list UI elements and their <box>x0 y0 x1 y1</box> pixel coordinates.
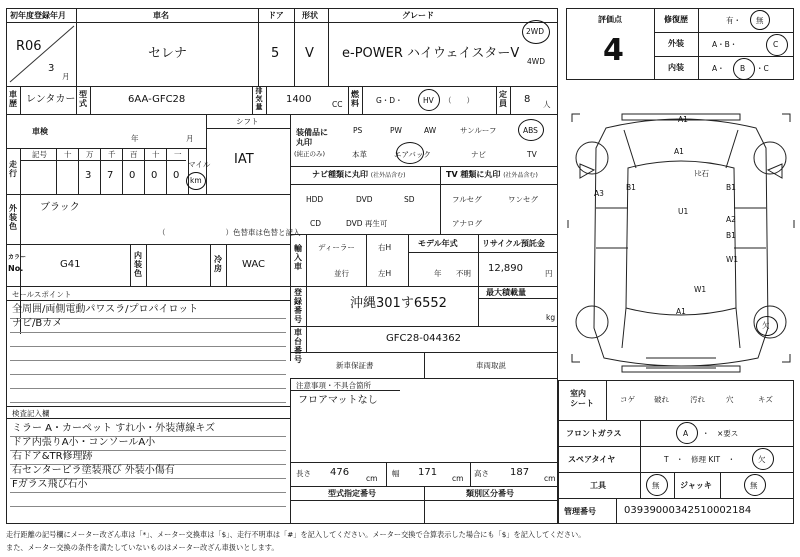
height-cm: cm <box>544 474 556 483</box>
import-right-h: 右H <box>378 243 392 252</box>
import-parallel: 並行 <box>334 269 349 278</box>
inspect-line: Fガラス飛び石小 <box>12 479 88 490</box>
width-value: 171 <box>418 467 438 478</box>
mileage-code-label: 記号 <box>32 150 47 159</box>
tv-fullseg: フルセグ <box>452 195 482 204</box>
mark-stone-chip: ﾄﾋ石 <box>694 169 709 178</box>
footer-line2: また、メーター交換の条件を満たしていないものはメーター改ざん車扱いとします。 <box>6 543 279 552</box>
notice-label: 注意事項・不具合箇所 <box>296 381 371 390</box>
glass-label: フロントガラス <box>566 429 622 438</box>
width-label: 幅 <box>392 469 400 478</box>
mileage-unit-label: 百 <box>130 150 138 159</box>
aircon-label: 冷房 <box>214 255 222 273</box>
spare-t: T <box>664 455 669 464</box>
class-number-label: 類別区分番号 <box>466 489 514 498</box>
equip-aw: AW <box>424 126 437 135</box>
import-label: 輸入車 <box>294 244 302 271</box>
cc-unit: CC <box>332 100 343 109</box>
inspection-label: 車検 <box>32 127 48 136</box>
mileage-digit: 0 <box>173 170 180 181</box>
mark-b1-right-rear: B1 <box>726 231 736 240</box>
mileage-unit-label: 十 <box>152 150 160 159</box>
interior-label: 内装 <box>668 63 684 72</box>
equip-leather: 本革 <box>352 150 367 159</box>
mileage-unit-label: 千 <box>108 150 116 159</box>
chassis-value: GFC28-044362 <box>386 333 461 344</box>
repair-yes: 有・ <box>726 16 741 25</box>
grade-label: グレード <box>402 11 434 20</box>
model-year-unknown: 不明 <box>456 269 471 278</box>
navi-cd: CD <box>310 219 322 228</box>
navi-dvd: DVD <box>356 195 373 204</box>
sales-point-label: セールスポイント <box>12 290 72 299</box>
mile-label: マイル <box>188 160 211 169</box>
fuel-label: 燃料 <box>351 90 359 108</box>
displacement-value: 1400 <box>286 94 312 105</box>
mileage-label: 走行 <box>9 160 17 178</box>
interior-sel: B <box>740 64 746 73</box>
mileage-unit-label: 万 <box>86 150 94 159</box>
equip-navi: ナビ <box>471 150 486 159</box>
equip-tv: TV <box>527 150 537 159</box>
score-value: 4 <box>603 33 624 68</box>
mileage-digit: 0 <box>129 170 136 181</box>
door-value: 5 <box>271 46 280 61</box>
registration-label: 登録番号 <box>294 288 302 324</box>
capacity-unit: 人 <box>543 100 551 109</box>
mgmt-label: 管理番号 <box>564 507 596 516</box>
model-year-unit: 年 <box>434 269 442 278</box>
mileage-digit: 0 <box>151 170 158 181</box>
height-label: 高さ <box>474 469 489 478</box>
equip-abs: ABS <box>523 126 538 135</box>
usage-label: 車歴 <box>9 90 17 108</box>
inspect-line: ミラー A・カーペット すれ小・外装薄線キズ <box>12 423 215 434</box>
equip-pw: PW <box>390 126 402 135</box>
glass-rest: ・ ×要ス <box>702 429 739 438</box>
type-approval-label: 型式指定番号 <box>328 489 376 498</box>
mileage-unit-label: 十 <box>64 150 72 159</box>
footer-line1: 走行距離の記号欄にメーター改ざん車は「*」、メーター交換車は「$」、走行不明車は「#」を記入してください。メーター交換で合算表示した場合にも「$」を記入してください。 <box>6 530 586 539</box>
fuel-selected: HV <box>423 96 434 105</box>
mark-a1-front: A1 <box>678 115 688 124</box>
tv-type-label: TV 種類に丸印 (社外品含む) <box>446 170 538 179</box>
tv-analog: アナログ <box>452 219 482 228</box>
jack-label: ジャッキ <box>680 481 712 490</box>
color-code-value: G41 <box>60 259 81 270</box>
displacement-label: 排気量 <box>255 87 263 111</box>
warranty-label: 新車保証書 <box>336 361 374 370</box>
shift-label: シフト <box>236 117 259 126</box>
length-value: 476 <box>330 467 350 478</box>
repair-no: 無 <box>756 16 764 25</box>
car-name-label: 車名 <box>153 11 169 20</box>
mgmt-value: 03939000342510002184 <box>624 505 752 516</box>
length-label: 長さ <box>296 469 311 478</box>
recycle-label: リサイクル預託金 <box>482 239 545 248</box>
mark-b1-left: B1 <box>626 183 636 192</box>
mileage-unit-label: 一 <box>174 150 182 159</box>
sales-line: 全周囲/両側電動パワスラ/プロパイロット <box>12 304 199 315</box>
equipment-label: 装備品に 丸印 <box>296 128 328 147</box>
shift-value: IAT <box>234 152 254 167</box>
chassis-label: 車台番号 <box>294 328 302 364</box>
interior-c: ・C <box>756 64 769 73</box>
score-label: 評価点 <box>598 15 622 24</box>
navi-type-label: ナビ種類に丸印 (社外品含む) <box>312 170 406 179</box>
max-load-kg: kg <box>546 313 556 322</box>
reg-month-unit: 月 <box>62 72 70 81</box>
interior-a: A・ <box>712 64 725 73</box>
mark-u1-roof: U1 <box>678 207 689 216</box>
width-cm: cm <box>452 474 464 483</box>
inspection-month-unit: 月 <box>186 134 194 143</box>
equipment-label-sub: (純正のみ) <box>294 150 326 158</box>
max-load-label: 最大積載量 <box>486 288 526 297</box>
seat-option: 汚れ <box>690 395 705 404</box>
tv-oneseg: ワンセグ <box>508 195 538 204</box>
recycle-yen: 円 <box>545 269 553 278</box>
capacity-value: 8 <box>524 94 531 105</box>
fuel-paren: （ ） <box>444 96 474 105</box>
jack-sel: 無 <box>750 481 758 490</box>
shape-value: V <box>305 46 314 61</box>
spare-kit: ・ 修理 KIT ・ <box>676 455 736 464</box>
inspect-line: 右センターピラ塗装飛び 外装小傷有 <box>12 465 175 476</box>
inspect-notes-label: 検査記入欄 <box>12 409 50 418</box>
reg-year-label: 初年度登録年月 <box>10 11 66 20</box>
exterior-opts: A・B・ <box>712 40 738 49</box>
door-label: ドア <box>268 11 284 20</box>
capacity-label: 定員 <box>499 90 507 108</box>
mark-missing: 欠 <box>762 321 770 330</box>
import-dealer: ディーラー <box>318 243 355 252</box>
manual-label: 車両取説 <box>476 361 506 370</box>
spare-label: スペアタイヤ <box>568 455 616 464</box>
exterior-color-label: 外装色 <box>9 204 17 231</box>
tools-label: 工具 <box>590 481 606 490</box>
inspection-year-unit: 年 <box>131 134 139 143</box>
car-name-value: セレナ <box>148 46 188 61</box>
recycle-value: 12,890 <box>488 263 523 274</box>
mileage-digit: 3 <box>85 170 92 181</box>
height-value: 187 <box>510 467 530 478</box>
shape-label: 形状 <box>302 11 318 20</box>
exterior-color-value: ブラック <box>40 202 80 213</box>
notice-text: フロアマットなし <box>298 395 378 406</box>
spare-sel: 欠 <box>758 455 766 464</box>
model-label: 型式 <box>79 90 87 108</box>
mark-a1-hood: A1 <box>674 147 684 156</box>
sales-line: ナビ/Bカメ <box>12 318 63 329</box>
aircon-value: WAC <box>242 259 265 270</box>
color-code-label: カラー <box>8 254 27 261</box>
exterior-sel: C <box>773 40 779 49</box>
reg-month-value: 3 <box>48 63 55 74</box>
glass-sel: A <box>683 429 689 438</box>
mark-w1-rear: W1 <box>694 285 707 294</box>
repair-label: 修復歴 <box>664 15 688 24</box>
equip-ps: PS <box>353 126 363 135</box>
seat-option: 破れ <box>654 395 669 404</box>
exterior-label: 外装 <box>668 39 684 48</box>
usage-value: レンタカー <box>26 94 76 105</box>
model-year-label: モデル年式 <box>418 239 458 248</box>
mark-a3-left: A3 <box>594 189 604 198</box>
import-left-h: 左H <box>378 269 392 278</box>
inspect-line: ドア内張りA小・コンソールA小 <box>12 437 156 448</box>
seat-label: 室内 シート <box>570 389 594 408</box>
equip-airbag: エアバック <box>394 150 431 159</box>
reg-year-value: R06 <box>16 39 42 54</box>
mark-w1-right: W1 <box>726 255 739 264</box>
equip-sunroof: サンルーフ <box>460 126 497 135</box>
length-cm: cm <box>366 474 378 483</box>
mark-b1-right: B1 <box>726 183 736 192</box>
seat-option: 穴 <box>726 395 734 404</box>
seat-option: コゲ <box>620 395 635 404</box>
inspect-line: 右ドア&TR修理跡 <box>12 451 93 462</box>
navi-dvd-play: DVD 再生可 <box>346 219 388 228</box>
tools-sel: 無 <box>652 481 660 490</box>
model-value: 6AA-GFC28 <box>128 94 186 105</box>
color-change-note: （ ）色替車は色替と記入 <box>158 228 301 237</box>
drive-4wd: 4WD <box>527 57 545 66</box>
grade-value: e-POWER ハイウェイスターV <box>342 46 520 61</box>
color-code-label-no: No. <box>8 264 24 273</box>
drive-2wd: 2WD <box>526 27 544 36</box>
mark-a2-right: A2 <box>726 215 736 224</box>
navi-sd: SD <box>404 195 415 204</box>
interior-color-label: 内装色 <box>134 251 142 278</box>
navi-hdd: HDD <box>306 195 324 204</box>
mileage-digit: 7 <box>107 170 114 181</box>
km-label: km <box>190 176 202 185</box>
seat-option: キズ <box>758 395 773 404</box>
fuel-options: G・D・ <box>376 96 403 105</box>
registration-value: 沖縄301す6552 <box>350 296 447 311</box>
mark-a1-rear: A1 <box>676 307 686 316</box>
